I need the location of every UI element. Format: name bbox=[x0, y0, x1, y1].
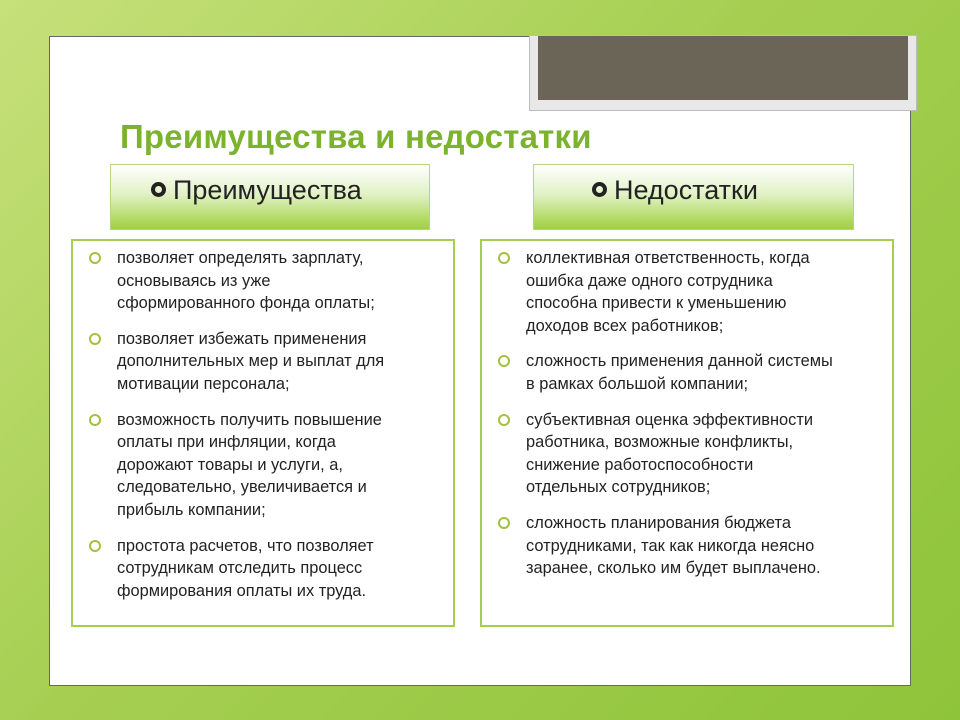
list-item bbox=[526, 350, 882, 395]
list-item bbox=[526, 409, 882, 499]
list-item-text: простота расчетов, что позволяет сотрудникам отследить процесс формирования оплаты их труда. bbox=[117, 536, 374, 600]
circle-bullet-icon bbox=[151, 182, 166, 197]
circle-bullet-icon bbox=[498, 414, 510, 426]
list-item-text: субъективная оценка эффективности работника, возможные конфликты, снижение работоспособности отдельных сотрудников; bbox=[526, 410, 813, 497]
list-item-text: коллективная ответственность, когда ошибка даже одного сотрудника способна привести к уменьшению доходов всех работников; bbox=[526, 249, 810, 335]
list-item-text: сложность применения данной системы в рамках большой компании; bbox=[526, 352, 833, 393]
slide-title: Преимущества и недостатки bbox=[120, 118, 592, 155]
list-item bbox=[526, 247, 882, 337]
circle-bullet-icon bbox=[498, 252, 510, 264]
list-item-text: позволяет избежать применения дополнительных мер и выплат для мотивации персонала; bbox=[117, 329, 385, 393]
circle-bullet-icon bbox=[498, 355, 510, 367]
circle-bullet-icon bbox=[89, 333, 101, 345]
circle-bullet-icon bbox=[592, 182, 607, 197]
circle-bullet-icon bbox=[89, 252, 101, 264]
top-picture-placeholder bbox=[538, 36, 908, 100]
list-item bbox=[117, 409, 443, 522]
list-item-text: позволяет определять зарплату, основываясь из уже сформированного фонда оплаты; bbox=[117, 249, 375, 313]
circle-bullet-icon bbox=[89, 540, 101, 552]
disadvantages-header bbox=[533, 164, 854, 230]
list-item bbox=[117, 535, 443, 603]
list-item bbox=[117, 247, 443, 315]
list-item bbox=[117, 328, 443, 396]
disadvantages-list-box bbox=[480, 239, 894, 627]
top-picture-frame bbox=[529, 35, 917, 111]
list-item-text: сложность планирования бюджета сотрудниками, так как никогда неясно заранее, сколько им будет выплачено. bbox=[526, 513, 821, 578]
disadvantages-list bbox=[526, 247, 882, 580]
list-item-text: возможность получить повышение оплаты при инфляции, когда дорожают товары и услуги, а, следовательно, увеличивается и прибыль компании; bbox=[117, 410, 382, 519]
circle-bullet-icon bbox=[89, 414, 101, 426]
circle-bullet-icon bbox=[498, 517, 510, 529]
advantages-list bbox=[117, 247, 443, 602]
advantages-header-label: Преимущества bbox=[173, 175, 362, 205]
list-item bbox=[526, 512, 882, 580]
advantages-header bbox=[110, 164, 430, 230]
advantages-list-box bbox=[71, 239, 455, 627]
disadvantages-header-label: Недостатки bbox=[614, 175, 758, 205]
